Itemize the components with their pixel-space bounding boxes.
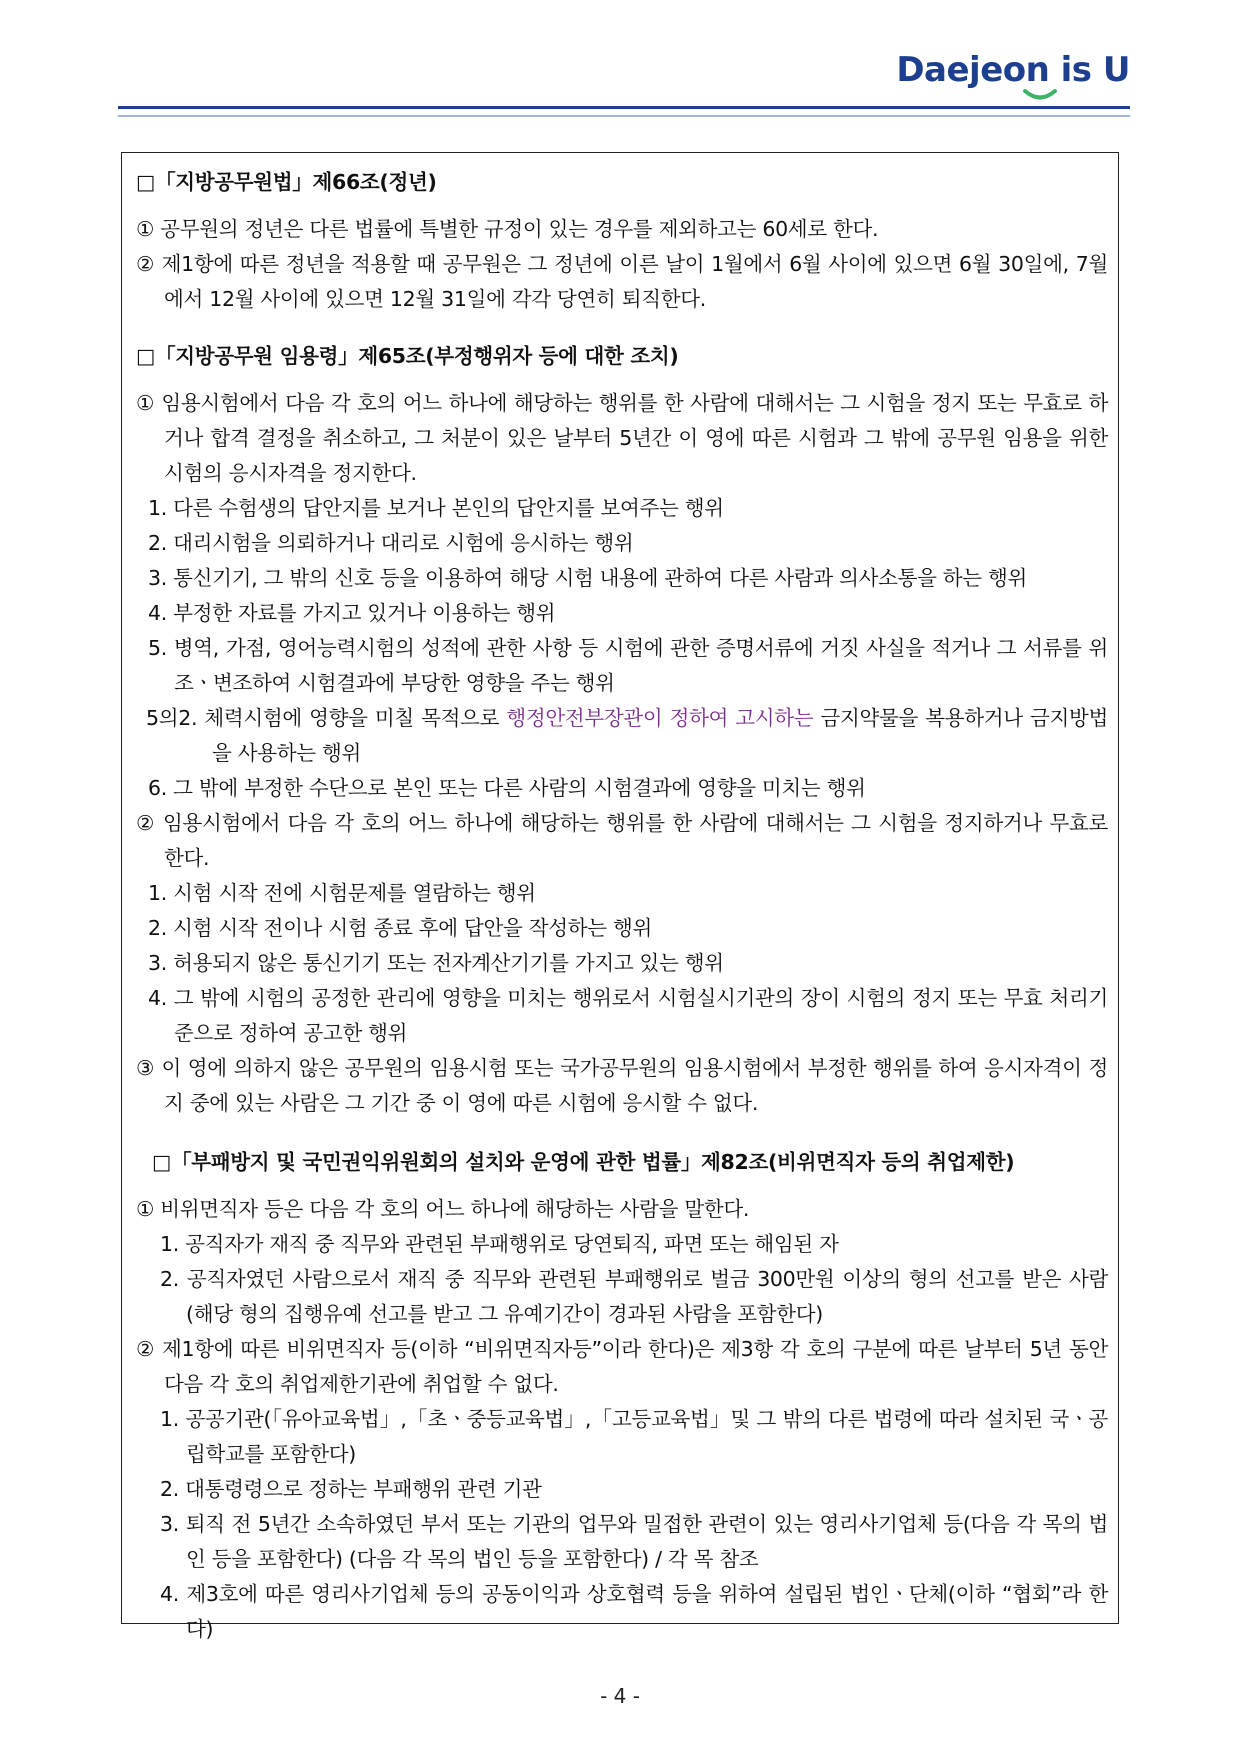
- list-item: 2. 대리시험을 의뢰하거나 대리로 시험에 응시하는 행위: [148, 531, 634, 555]
- list-item: 2. 공직자였던 사람으로서 재직 중 직무와 관련된 부패행위로 벌금 300만원 이상의 형의 선고를 받은 사람(해당 형의 집행유예 선고를 받고 그 유예기간이 경과된 사람을 포함한다): [160, 1267, 1108, 1326]
- item-text: 금지약물을 복용하거나 금지방법을 사용하는 행위: [212, 706, 1108, 765]
- paragraph: ① 공무원의 정년은 다른 법률에 특별한 규정이 있는 경우를 제외하고는 60세로 한다.: [136, 217, 879, 241]
- list-item: 3. 퇴직 전 5년간 소속하였던 부서 또는 기관의 업무와 밀접한 관련이 있는 영리사기업체 등(다음 각 목의 법인 등을 포함한다) (다음 각 목의 법인 등을 포함한다) / 각 목 참조: [160, 1512, 1108, 1571]
- list-item: 2. 대통령령으로 정하는 부패행위 관련 기관: [160, 1477, 542, 1501]
- paragraph: ② 임용시험에서 다음 각 호의 어느 하나에 해당하는 행위를 한 사람에 대해서는 그 시험을 정지하거나 무효로 한다.: [136, 811, 1108, 870]
- list-item: 4. 부정한 자료를 가지고 있거나 이용하는 행위: [148, 601, 556, 625]
- list-item: 1. 시험 시작 전에 시험문제를 열람하는 행위: [148, 881, 536, 905]
- list-item: 2. 시험 시작 전이나 시험 종료 후에 답안을 작성하는 행위: [148, 916, 652, 940]
- paragraph: ① 비위면직자 등은 다음 각 호의 어느 하나에 해당하는 사람을 말한다.: [136, 1197, 750, 1221]
- list-item: 4. 제3호에 따른 영리사기업체 등의 공동이익과 상호협력 등을 위하여 설립된 법인ㆍ단체(이하 “협회”라 한다): [160, 1582, 1108, 1641]
- list-item: 6. 그 밖에 부정한 수단으로 본인 또는 다른 사람의 시험결과에 영향을 미치는 행위: [148, 776, 866, 800]
- list-item: 1. 다른 수험생의 답안지를 보거나 본인의 답안지를 보여주는 행위: [148, 496, 724, 520]
- paragraph: ③ 이 영에 의하지 않은 공무원의 임용시험 또는 국가공무원의 임용시험에서 부정한 행위를 하여 응시자격이 정지 중에 있는 사람은 그 기간 중 이 영에 따른 시험에 응시할 수 없다.: [136, 1056, 1108, 1115]
- list-item: 5. 병역, 가점, 영어능력시험의 성적에 관한 사항 등 시험에 관한 증명서류에 거짓 사실을 적거나 그 서류를 위조ㆍ변조하여 시험결과에 부당한 영향을 주는 행위: [148, 636, 1108, 695]
- logo-text: Daejeon is U: [896, 50, 1130, 90]
- daejeon-is-u-logo: [896, 50, 1130, 90]
- paragraph: ① 임용시험에서 다음 각 호의 어느 하나에 해당하는 행위를 한 사람에 대해서는 그 시험을 정지 또는 무효로 하거나 합격 결정을 취소하고, 그 처분이 있은 날부터 5년간 이 영에 따른 시험과 그 밖에 공무원 임용을 위한 시험의 응시자격을 정지한다.: [136, 391, 1108, 485]
- law-excerpt-box: [121, 152, 1119, 1641]
- list-item-5-2: [136, 701, 1108, 771]
- paragraph: ② 제1항에 따른 비위면직자 등(이하 “비위면직자등”이라 한다)은 제3항 각 호의 구분에 따른 날부터 5년 동안 다음 각 호의 취업제한기관에 취업할 수 없다.: [136, 1337, 1108, 1396]
- list-item: 3. 허용되지 않은 통신기기 또는 전자계산기기를 가지고 있는 행위: [148, 951, 724, 975]
- section-title-retirement: □「지방공무원법」제66조(정년): [136, 170, 437, 194]
- list-item: 1. 공공기관(「유아교육법」,「초ㆍ중등교육법」,「고등교육법」및 그 밖의 다른 법령에 따라 설치된 국ㆍ공립학교를 포함한다): [160, 1407, 1108, 1466]
- smile-icon: [1022, 88, 1058, 102]
- header-rule-dark: [118, 106, 1130, 109]
- item-text: 5의2. 체력시험에 영향을 미칠 목적으로: [146, 706, 507, 730]
- paragraph: ② 제1항에 따른 정년을 적용할 때 공무원은 그 정년에 이른 날이 1월에서 6월 사이에 있으면 6월 30일에, 7월에서 12월 사이에 있으면 12월 31일에 각각 당연히 퇴직한다.: [136, 252, 1108, 311]
- list-item: 3. 통신기기, 그 밖의 신호 등을 이용하여 해당 시험 내용에 관하여 다른 사람과 의사소통을 하는 행위: [148, 566, 1028, 590]
- list-item: 4. 그 밖에 시험의 공정한 관리에 영향을 미치는 행위로서 시험실시기관의 장이 시험의 정지 또는 무효 처리기준으로 정하여 공고한 행위: [148, 986, 1108, 1045]
- page-number: - 4 -: [600, 1684, 640, 1708]
- header-rule-light: [118, 115, 1130, 117]
- highlighted-text: 행정안전부장관이 정하여 고시하는: [506, 706, 814, 730]
- section-title-misconduct: □「지방공무원 임용령」제65조(부정행위자 등에 대한 조치): [136, 344, 679, 368]
- list-item: 1. 공직자가 재직 중 직무와 관련된 부패행위로 당연퇴직, 파면 또는 해임된 자: [160, 1232, 839, 1256]
- section-title-employment-restriction: □「부패방지 및 국민권익위원회의 설치와 운영에 관한 법률」제82조(비위면직자 등의 취업제한): [152, 1150, 1015, 1174]
